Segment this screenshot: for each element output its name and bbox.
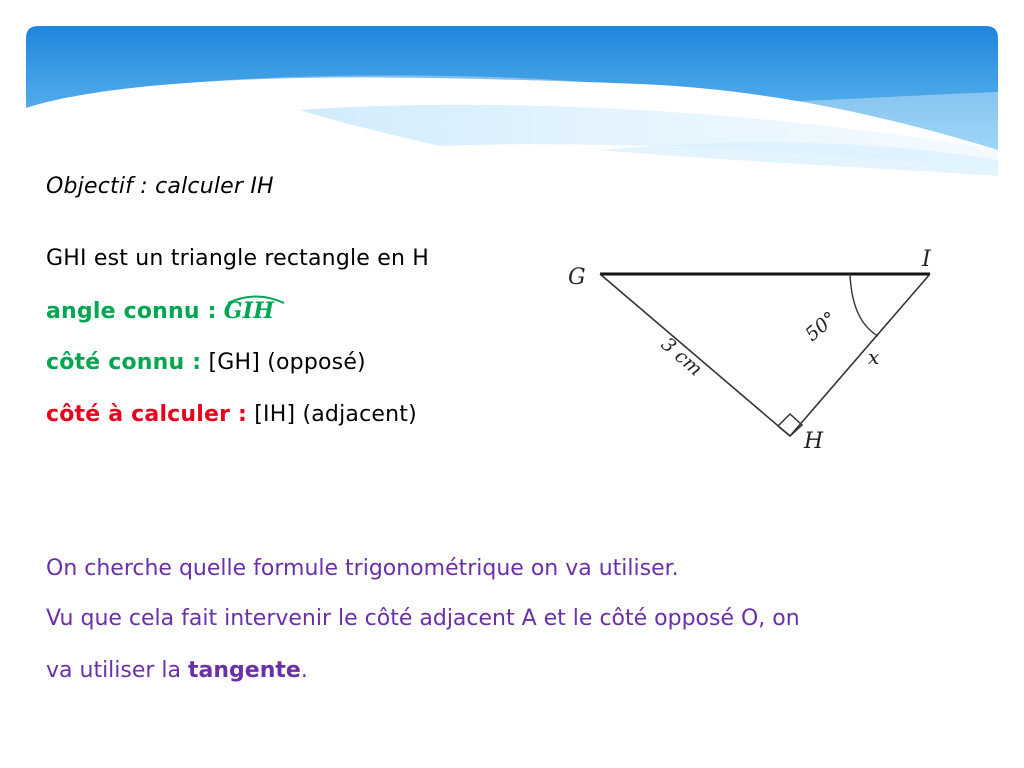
vertex-g-label: G	[568, 265, 586, 290]
side-ih	[790, 274, 930, 436]
side-to-compute-line	[46, 402, 417, 427]
side-gh-length-label: 3 cm	[656, 333, 707, 381]
vertex-h-label: H	[804, 429, 824, 454]
explanation-line-3-suffix: .	[300, 658, 308, 683]
triangle-diagram	[560, 236, 960, 456]
tangent-keyword: tangente	[188, 658, 301, 683]
explanation-line-3	[46, 658, 308, 683]
objective-text: Objectif : calculer IH	[46, 174, 274, 199]
explanation-line-3-prefix: va utiliser la	[46, 658, 182, 683]
known-side-line	[46, 350, 366, 375]
statement-text: GHI est un triangle rectangle en H	[46, 246, 430, 271]
side-to-compute-value: [IH] (adjacent)	[254, 402, 417, 427]
explanation-line-2: Vu que cela fait intervenir le côté adjacent A et le côté opposé O, on	[46, 606, 800, 631]
angle-arc	[850, 274, 878, 336]
known-angle-value-wrapper	[224, 298, 274, 324]
angle-value-label: 50°	[801, 307, 842, 346]
angle-hat-icon	[226, 294, 286, 304]
known-angle-line	[46, 298, 274, 324]
explanation-line-1: On cherche quelle formule trigonométrique on va utiliser.	[46, 556, 679, 581]
side-ih-unknown-label: x	[868, 345, 880, 369]
known-side-value: [GH] (opposé)	[208, 350, 366, 375]
vertex-i-label: I	[922, 247, 931, 272]
known-angle-label: angle connu :	[46, 299, 217, 324]
right-angle-mark	[778, 414, 802, 436]
header-banner	[0, 0, 1024, 180]
side-to-compute-label: côté à calculer :	[46, 402, 248, 427]
known-side-label: côté connu :	[46, 350, 202, 375]
known-angle-value: GIH	[223, 298, 275, 324]
